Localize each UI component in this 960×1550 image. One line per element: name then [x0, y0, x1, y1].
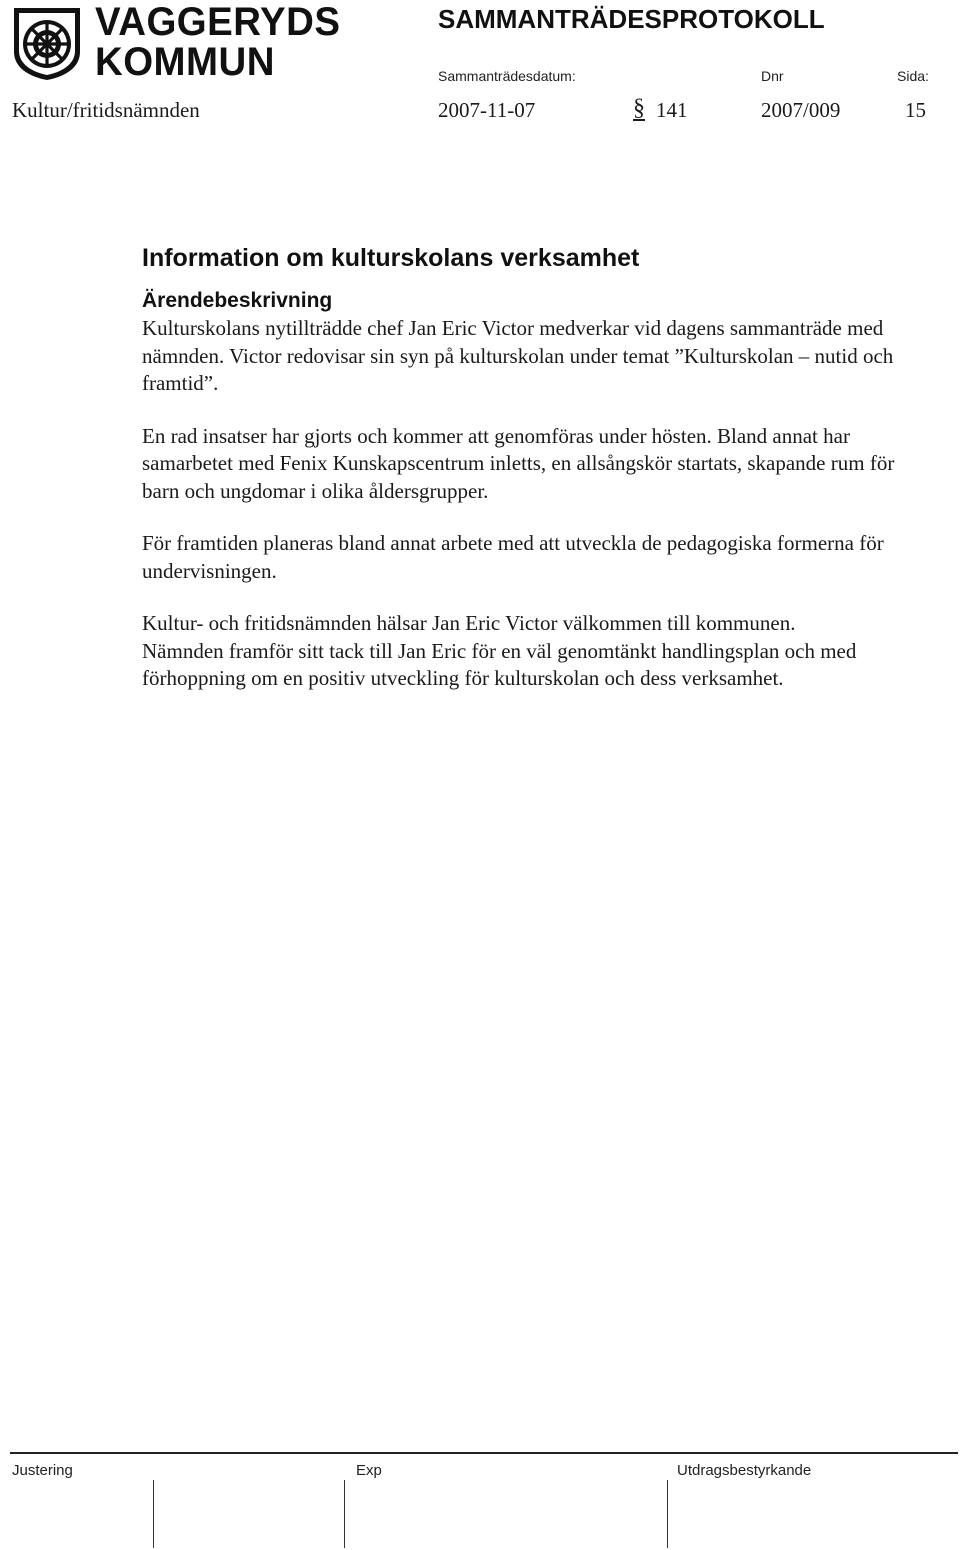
section-symbol: § — [633, 95, 645, 121]
paragraph: Kultur- och fritidsnämnden hälsar Jan Eric Victor välkommen till kommunen. — [142, 611, 796, 635]
signature-field-divider — [153, 1480, 154, 1548]
section-number: 141 — [656, 98, 688, 122]
paragraph: Nämnden framför sitt tack till Jan Eric för en väl genomtänkt handlingsplan och med förhoppning om en positiv utveckling för kulturskolan och dess verksamhet. — [142, 638, 857, 690]
dnr-label: Dnr — [761, 68, 784, 84]
page-number: 15 — [905, 98, 926, 122]
dnr-value: 2007/009 — [761, 98, 841, 122]
page-title: Information om kulturskolans verksamhet — [142, 244, 640, 272]
footer-utdragsbestyrkande-label: Utdragsbestyrkande — [677, 1462, 812, 1479]
municipality-name — [95, 2, 340, 82]
paragraph: En rad insatser har gjorts och kommer att genomföras under hösten. Bland annat har samarbetet med Fenix Kunskapscentrum inletts, en allsångskör startats, skapande rum för barn och ungdomar i olika åldersgrupper. — [142, 423, 895, 503]
meeting-date-label: Sammanträdesdatum: — [438, 68, 576, 84]
meeting-date: 2007-11-07 — [438, 98, 536, 122]
signature-field-divider — [667, 1480, 668, 1548]
page-label: Sida: — [897, 68, 929, 84]
document-type: SAMMANTRÄDESPROTOKOLL — [438, 4, 825, 34]
paragraph: Kulturskolans nytillträdde chef Jan Eric Victor medverkar vid dagens sammanträde med nämnden. Victor redovisar sin syn på kulturskolan under temat ”Kulturskolan – nutid och framtid”. — [142, 316, 894, 395]
footer-justering-label: Justering — [12, 1462, 73, 1479]
footer-divider — [10, 1452, 958, 1454]
municipality-name-line1: VAGGERYDS — [95, 0, 341, 44]
footer-exp-label: Exp — [356, 1462, 382, 1479]
section-heading: Ärendebeskrivning — [142, 289, 333, 312]
coat-of-arms-icon — [12, 6, 82, 82]
paragraph: För framtiden planeras bland annat arbete med att utveckla de pedagogiska formerna för undervisningen. — [142, 531, 884, 583]
municipality-logo — [12, 6, 82, 87]
committee-name: Kultur/fritidsnämnden — [12, 98, 200, 122]
municipality-name-line2: KOMMUN — [95, 40, 275, 84]
signature-field-divider — [344, 1480, 345, 1548]
document-body — [142, 241, 902, 693]
